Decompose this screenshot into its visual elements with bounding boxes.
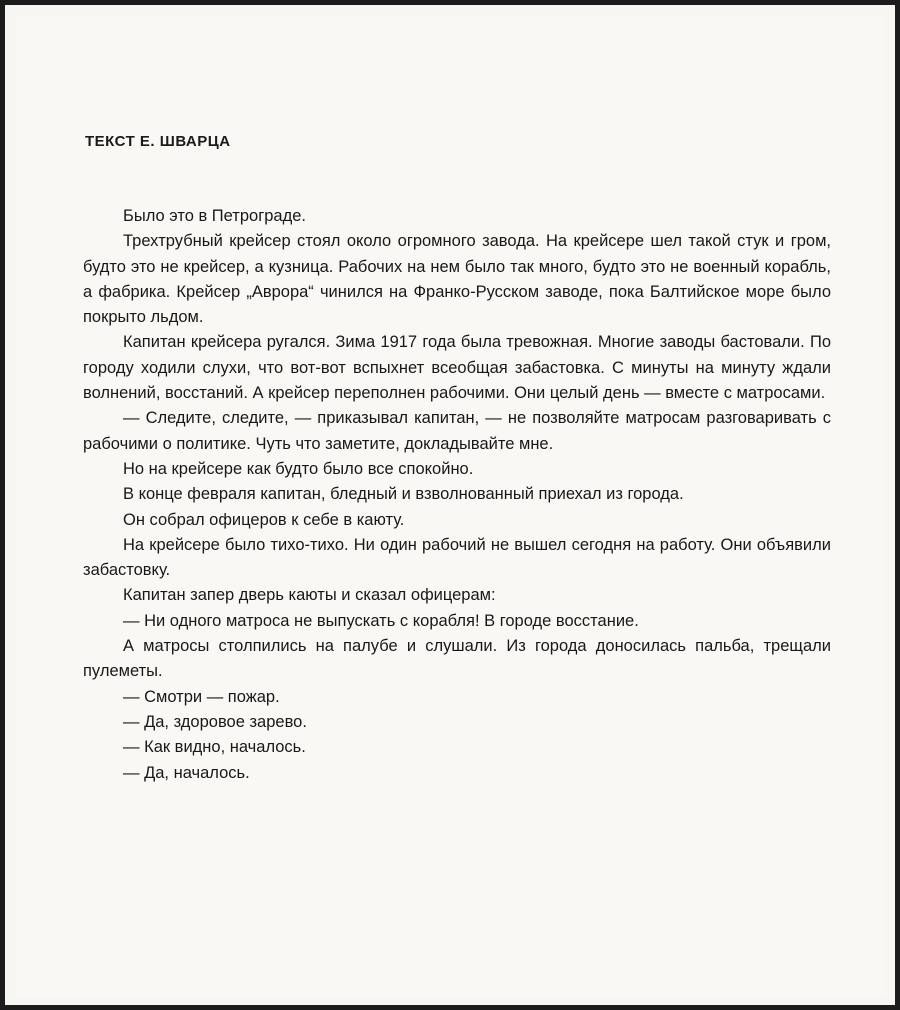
paragraph: — Как видно, началось. xyxy=(123,738,306,757)
paragraph: На крейсере было тихо-тихо. Ни один рабочий не вышел сегодня на работу. Они объявили забастовку. xyxy=(83,535,831,580)
paragraph: — Смотри — пожар. xyxy=(123,687,280,706)
paragraph: Капитан запер дверь каюты и сказал офицерам: xyxy=(123,586,496,605)
paragraph: — Следите, следите, — приказывал капитан, — не позволяйте матросам разговаривать с рабочими о политике. Чуть что заметите, докладывайте мне. xyxy=(83,409,831,453)
paragraph: Капитан крейсера ругался. Зима 1917 года была тревожная. Многие заводы бастовали. По городу ходили слухи, что вот-вот вспыхнет всеобщая забастовка. С минуты на минуту ждали волнений, восстаний. А крейсер переполнен рабочими. Они целый день — вместе с матросами. xyxy=(83,333,831,403)
author-heading: ТЕКСТ Е. ШВАРЦА xyxy=(85,133,231,150)
paragraph: Но на крейсере как будто было все спокойно. xyxy=(123,459,474,478)
paragraph: — Да, здоровое зарево. xyxy=(123,712,307,731)
paragraph: Трехтрубный крейсер стоял около огромного завода. На крейсере шел такой стук и гром, будто это не крейсер, а кузница. Рабочих на нем было так много, будто это не военный корабль, а фабрика. Крейсер „Аврора“ чинился на Франко-Русском заводе, пока Балтийское море было покрыто льдом. xyxy=(83,232,831,327)
paragraph: — Ни одного матроса не выпускать с корабля! В городе восстание. xyxy=(123,611,639,630)
paragraph: А матросы столпились на палубе и слушали. Из города доносилась пальба, трещали пулеметы. xyxy=(83,637,831,681)
paragraph: Было это в Петрограде. xyxy=(123,207,306,225)
paragraph: — Да, началось. xyxy=(123,763,250,782)
paragraph: В конце февраля капитан, бледный и взволнованный приехал из города. xyxy=(123,485,684,504)
story-text xyxy=(83,204,831,786)
paragraph: Он собрал офицеров к себе в каюту. xyxy=(123,510,405,529)
